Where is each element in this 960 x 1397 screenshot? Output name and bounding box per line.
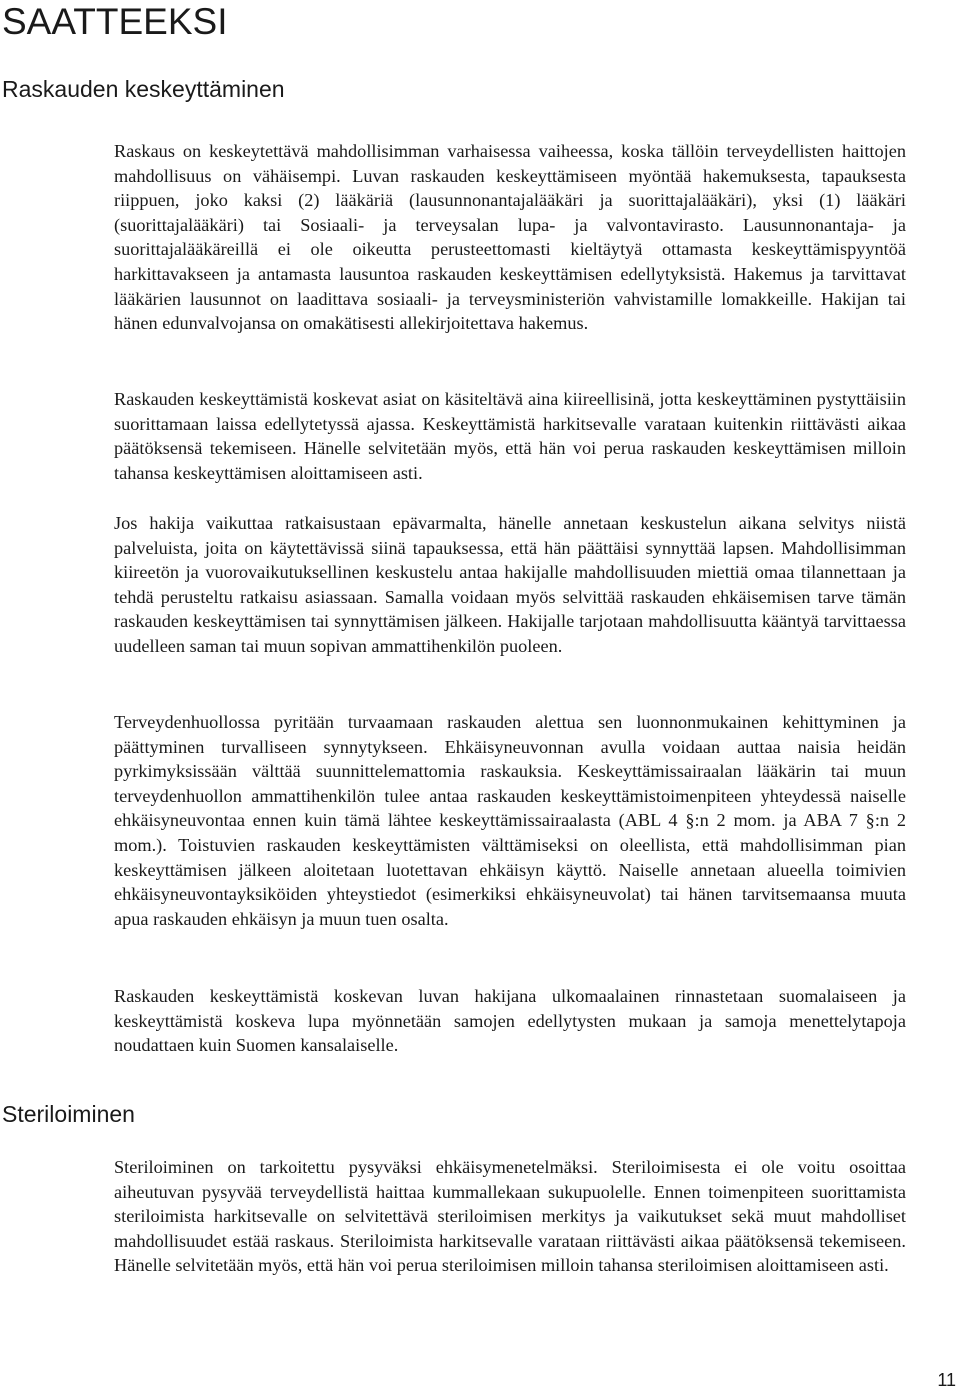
page-number: 11 xyxy=(937,1370,956,1390)
page-title: SAATTEEKSI xyxy=(2,1,228,42)
section-heading-steriloiminen: Steriloiminen xyxy=(2,1101,135,1127)
paragraph: Terveydenhuollossa pyritään turvaamaan raskauden alettua sen luonnonmukainen kehittyminen ja päättyminen turvalliseen synnytykseen. Ehkäisyneuvonnan avulla voidaan auttaa naisia heidän pyrkimyksissään välttää suunnittelemattomia raskauksia. Keskeyttämissairaalan lääkärin tai muun terveydenhuollon ammattihenkilön tulee antaa raskauden keskeyttämistoimenpiteen yhteydessä naiselle ehkäisyneuvontaa ennen kuin tämä lähtee keskeyttämissairaalasta (ABL 4 §:n 2 mom. ja ABA 7 §:n 2 mom.). Toistuvien raskauden keskeyttämisten välttämiseksi on oleellista, että mahdollisimman pian keskeyttämisen jälkeen aloitetaan luotettavan ehkäisyn käyttö. Naiselle annetaan alueella toimivien ehkäisyneuvontayksiköiden yhteystiedot (esimerkiksi ehkäisyneuvolat) tai hänen tarvitsemaansa muuta apua raskauden ehkäisyn ja muun tuen osalta. xyxy=(114,712,906,929)
paragraph: Raskaus on keskeytettävä mahdollisimman varhaisessa vaiheessa, koska tällöin terveydellisten haittojen mahdollisuus on vähäisempi. Luvan raskauden keskeyttämiseen myöntää hakemuksesta, tapauksesta riippuen, joko kaksi (2) lääkäriä (lausunnonantajalääkäri ja suorittajalääkäri), yksi (1) lääkäri (suorittajalääkäri) tai Sosiaali- ja terveysalan lupa- ja valvontavirasto. Lausunnonantaja- ja suorittajalääkäreillä ei ole oikeutta perusteettomasti kieltäytyä ottamasta keskeyttämispyyntöä harkittavakseen ja antamasta lausuntoa raskauden keskeyttämisen edellytyksistä. Hakemus ja tarvittavat lääkärien lausunnot on laadittava sosiaali- ja terveysministeriön vahvistamille lomakkeille. Hakijan tai hänen edunvalvojansa on omakätisesti allekirjoitettava hakemus. xyxy=(114,141,906,334)
paragraph: Steriloiminen on tarkoitettu pysyväksi ehkäisymenetelmäksi. Steriloimisesta ei ole voitu osoittaa aiheutuvan pysyvää terveydellistä haittaa kummallekaan sukupuolelle. Ennen toimenpiteen suorittamista steriloimista harkitsevalle on selvitettävä steriloimisen merkitys ja vaikutukset sekä muut mahdolliset mahdollisuudet estää raskaus. Steriloimista harkitsevalle varataan riittävästi aikaa päätöksensä tekemiseen. Hänelle selvitetään myös, että hän voi perua steriloimisen milloin tahansa steriloimisen aloittamiseen asti. xyxy=(114,1157,906,1276)
paragraph: Raskauden keskeyttämistä koskevan luvan hakijana ulkomaalainen rinnastetaan suomalaiseen ja keskeyttämistä koskeva lupa myönnetään samojen edellytysten mukaan ja samoja menettelytapoja noudattaen kuin Suomen kansalaiselle. xyxy=(114,986,906,1056)
paragraph: Raskauden keskeyttämistä koskevat asiat on käsiteltävä aina kiireellisinä, jotta keskeyttäminen pystyttäisiin suorittamaan laissa edellytetyssä ajassa. Keskeyttämistä harkitsevalle varataan kuitenkin riittävästi aikaa päätöksensä tekemiseen. Hänelle selvitetään myös, että hän voi perua raskauden keskeyttämisen milloin tahansa keskeyttämisen aloittamiseen asti. xyxy=(114,389,906,483)
section-heading-raskauden-keskeyttaminen: Raskauden keskeyttäminen xyxy=(2,76,285,102)
paragraph: Jos hakija vaikuttaa ratkaisustaan epävarmalta, hänelle annetaan keskustelun aikana selvitys niistä palveluista, joita on käytettävissä siinä tapauksessa, että hän päättäisi synnyttää lapsen. Mahdollisimman kiireetön ja vuorovaikutuksellinen keskustelu antaa hakijalle mahdollisuuden miettiä omaa tilannettaan ja tehdä perusteltu ratkaisu asiassaan. Samalla voidaan myös selvittää raskauden ehkäisemisen tarve tämän raskauden keskeyttämisen tai synnyttämisen jälkeen. Hakijalle tarjotaan mahdollisuutta kääntyä tarvittaessa uudelleen saman tai muun sopivan ammattihenkilön puoleen. xyxy=(114,513,906,656)
